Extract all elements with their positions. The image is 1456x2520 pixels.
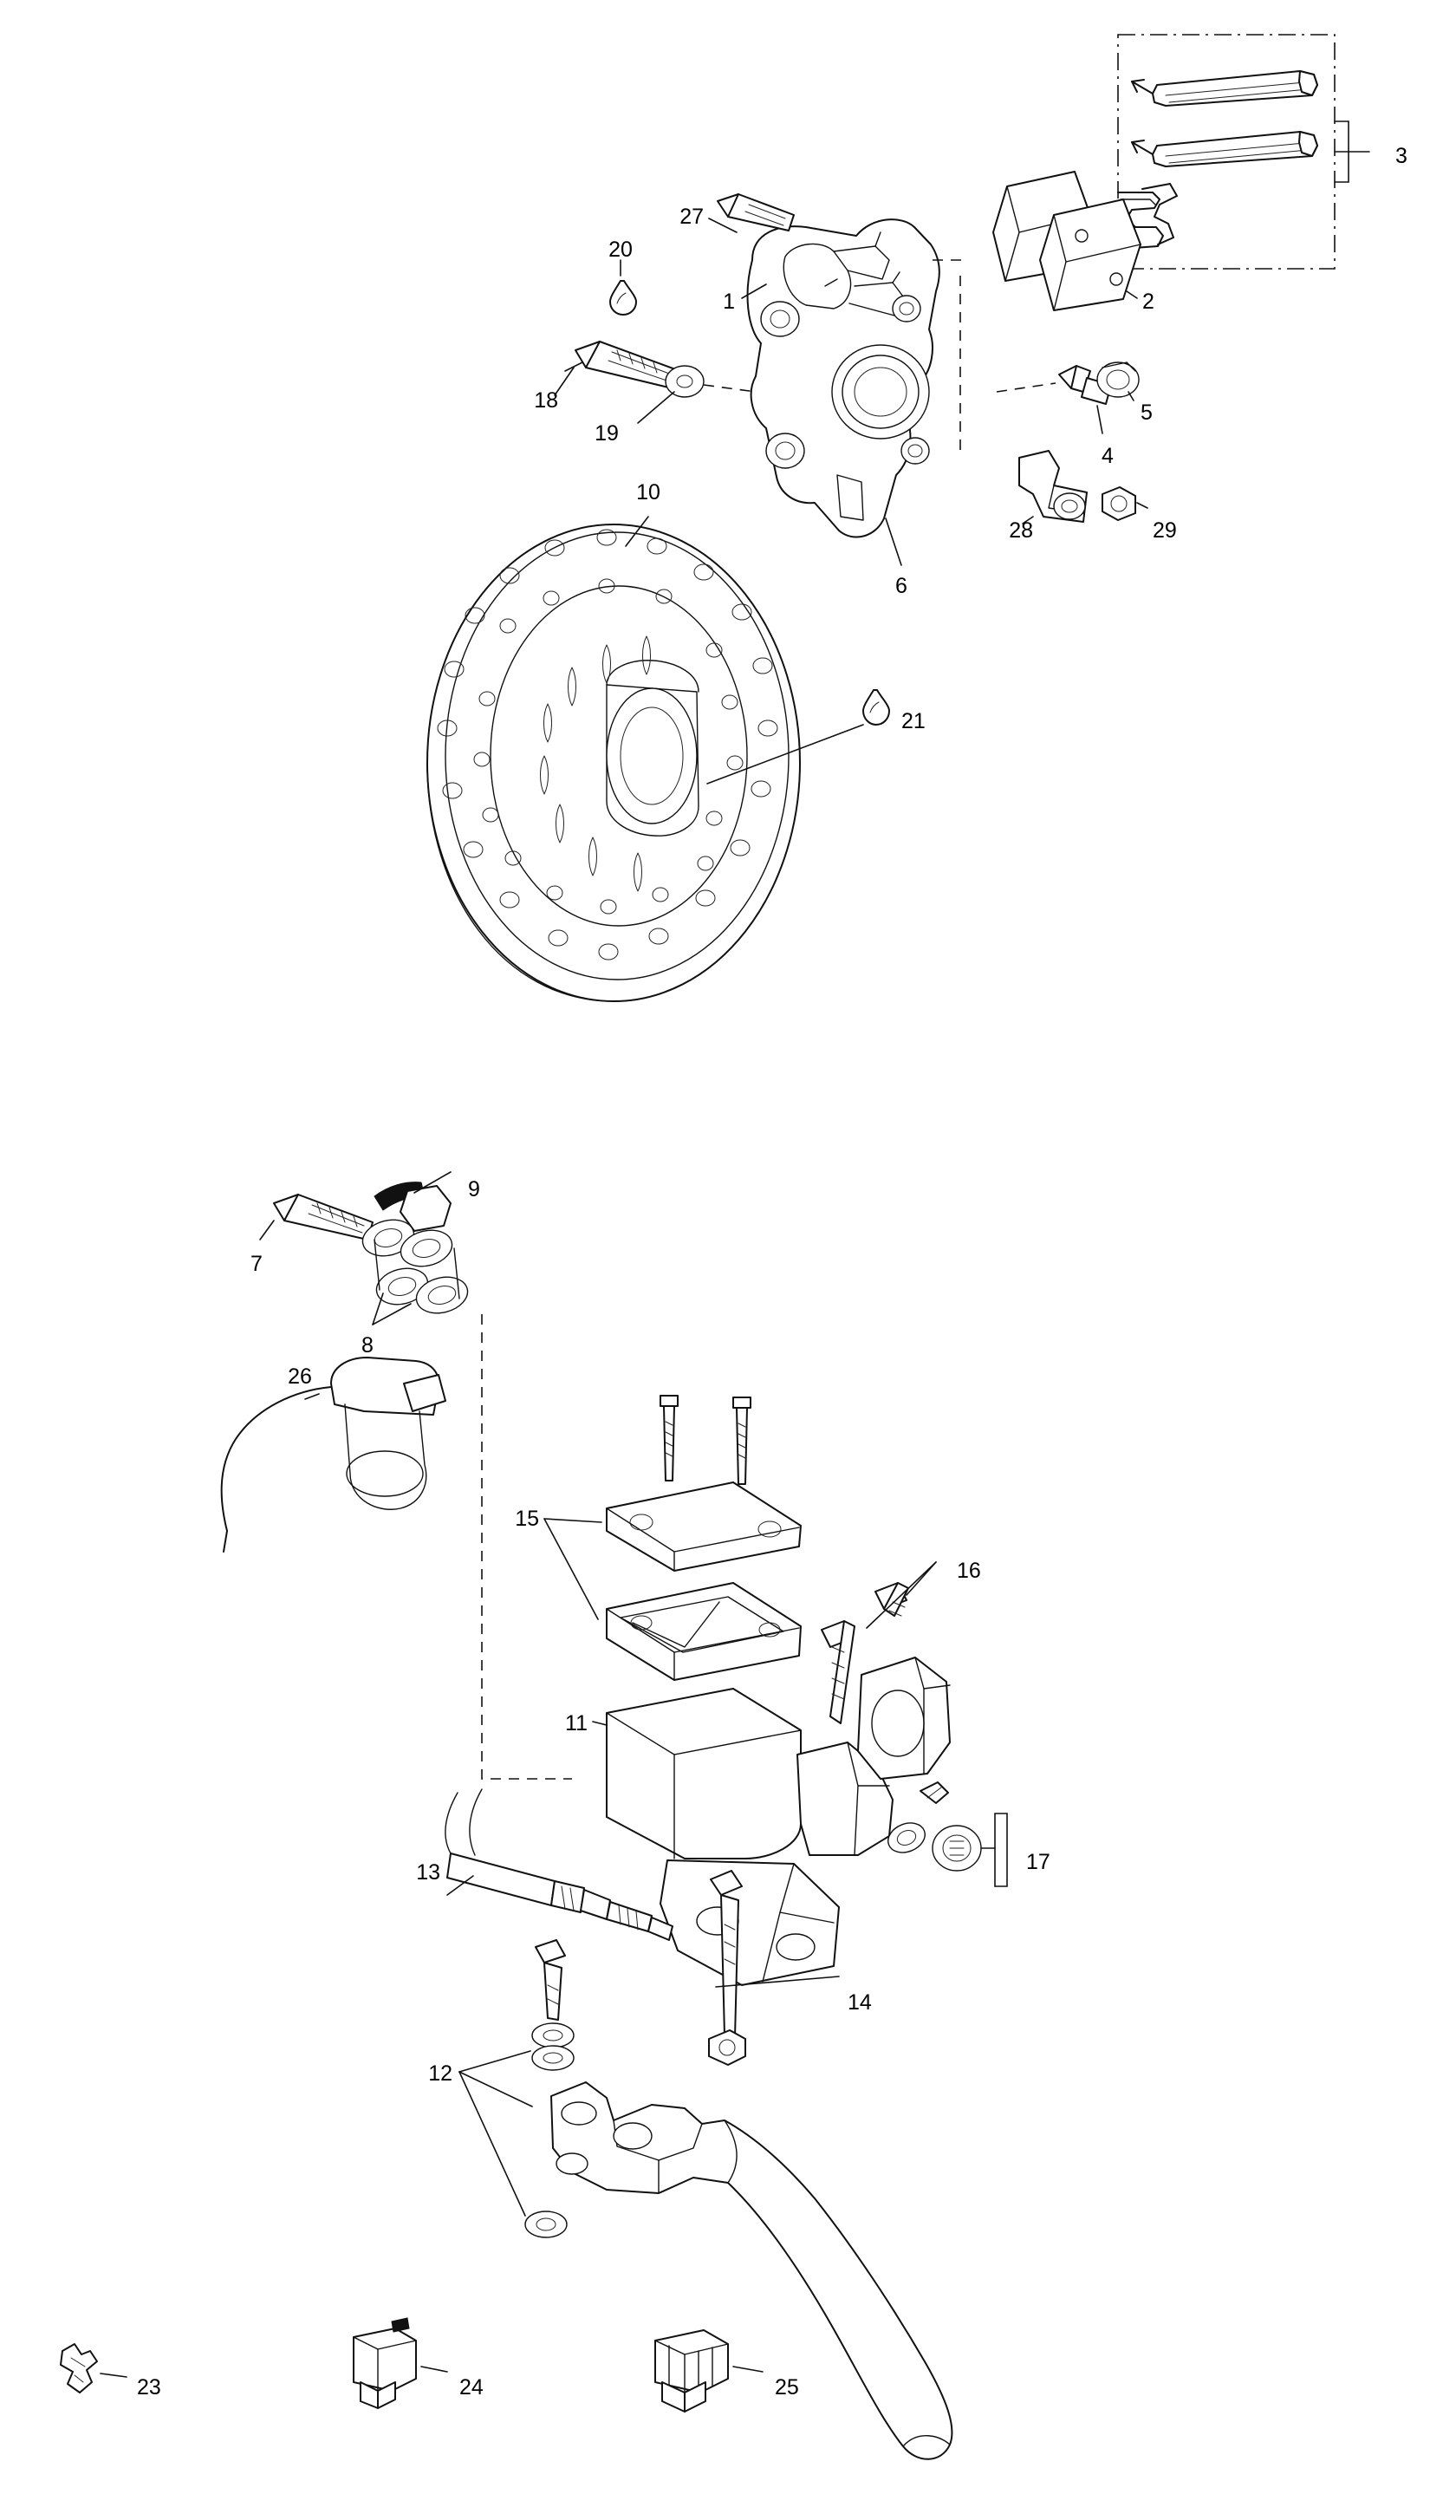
- callout-24-label: 24: [459, 2375, 484, 2400]
- callout-3-label: 3: [1395, 144, 1407, 168]
- callout-27-label: 27: [679, 205, 704, 229]
- callout-26-label: 26: [288, 1364, 312, 1389]
- callout-10-label: 10: [636, 480, 660, 505]
- callout-12-label: 12: [428, 2061, 452, 2086]
- callout-28-label: 28: [1009, 518, 1033, 543]
- part-group-caliper-body: [723, 219, 939, 537]
- part-group-adjuster-knob: [884, 1782, 1050, 1886]
- callout-29-label: 29: [1153, 518, 1177, 543]
- part-group-bleeder: [1059, 362, 1153, 468]
- part-group-reservoir-cover: [515, 1396, 801, 1680]
- pad-pin-lower: [1132, 132, 1317, 166]
- callout-19-label: 19: [595, 421, 619, 446]
- part-group-master-cylinder: [565, 1657, 950, 1985]
- part-group-brake-hose: [222, 1358, 445, 1552]
- callout-14-label: 14: [848, 1990, 872, 2015]
- callout-17-label: 17: [1026, 1850, 1050, 1874]
- part-group-hose-fitting: [359, 1172, 480, 1358]
- callout-20-label: 20: [608, 238, 633, 262]
- callout-18-label: 18: [534, 388, 558, 413]
- part-group-threadlocker-caliper: [608, 238, 636, 315]
- callout-6-label: 6: [895, 574, 907, 598]
- part-group-wire-clip: [61, 2344, 161, 2400]
- callout-16-label: 16: [957, 1559, 981, 1583]
- part-group-brake-lever: [551, 2082, 952, 2459]
- part-group-caliper-mount-pointer: [886, 518, 907, 598]
- part-group-lever-pivot-hardware: [428, 1940, 574, 2237]
- callout-13-label: 13: [416, 1860, 440, 1885]
- part-group-connector-2pin: [354, 2318, 484, 2408]
- pad-pin-upper: [1132, 71, 1317, 106]
- callout-15-label: 15: [515, 1507, 539, 1531]
- callout-4-label: 4: [1102, 444, 1114, 468]
- callout-7-label: 7: [250, 1252, 263, 1276]
- part-group-hose-guide-bracket: [1009, 451, 1177, 543]
- callout-2-label: 2: [1142, 290, 1154, 314]
- part-group-connector-3pin: [655, 2330, 799, 2412]
- part-group-brake-disc: [427, 480, 800, 1001]
- callout-21-label: 21: [901, 709, 926, 733]
- callout-5-label: 5: [1141, 400, 1153, 425]
- callout-1-label: 1: [723, 290, 735, 314]
- callout-23-label: 23: [137, 2375, 161, 2400]
- callout-11-label: 11: [565, 1711, 588, 1735]
- callout-8-label: 8: [361, 1333, 374, 1358]
- part-group-banjo-bolt: [250, 1195, 373, 1276]
- part-group-pad-pin-kit: [1118, 35, 1407, 269]
- part-group-pad-pin-bolt: [679, 194, 794, 232]
- callout-9-label: 9: [468, 1177, 480, 1201]
- callout-25-label: 25: [775, 2375, 799, 2400]
